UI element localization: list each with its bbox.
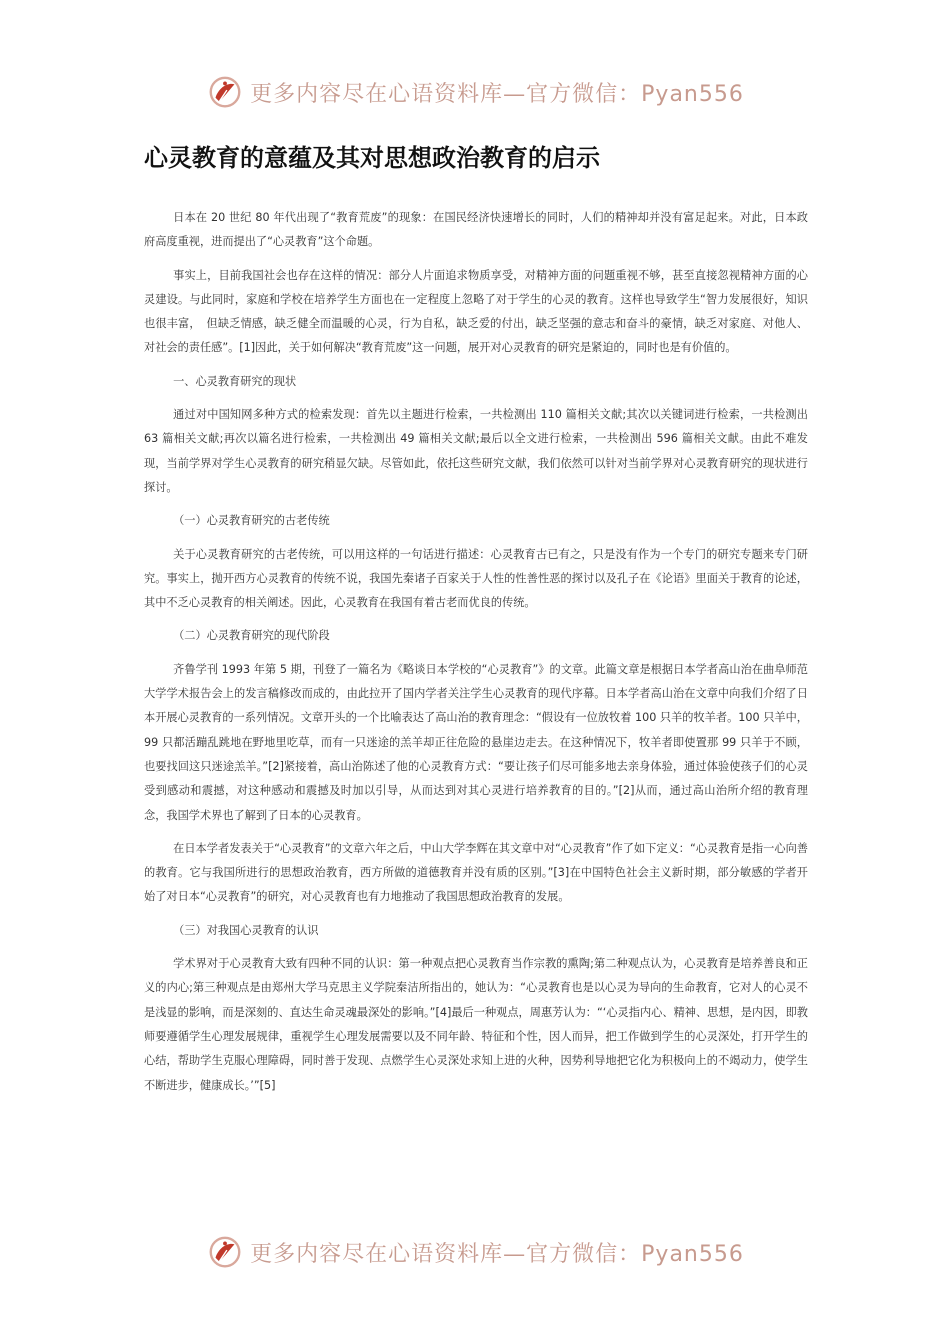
paragraph: 齐鲁学刊 1993 年第 5 期，刊登了一篇名为《略谈日本学校的“心灵教育”》的文章。此篇文章是根据日本学者高山治在曲阜师范大学学术报告会上的发言稿修改而成的，由此拉开了国内学者关注学生心灵教育的现代序幕。日本学者高山治在文章中向我们介绍了日本开展心灵教育的一系列情况。文章开头的一个比喻表达了高山治的教育理念：“假设有一位放牧着 100 只羊的牧羊者。100 只羊中，99 只都活蹦乱跳地在野地里吃草，而有一只迷途的羔羊却正往危险的悬崖边走去。在这种情况下，牧羊者即使置那 99 只羊于不顾，也要找回这只迷途羔羊。”[2]紧接着，高山治陈述了他的心灵教育方式：“要让孩子们尽可能多地去亲身体验，通过体验使孩子们的心灵受到感动和震撼，对这种感动和震撼及时加以引导，从而达到对其心灵进行培养教育的目的。”[2]从而，通过高山治所介绍的教育理念，我国学术界也了解到了日本的心灵教育。 [144, 662, 808, 822]
paragraph: 事实上，目前我国社会也存在这样的情况：部分人片面追求物质享受，对精神方面的问题重视不够，甚至直接忽视精神方面的心灵建设。与此同时，家庭和学校在培养学生方面也在一定程度上忽略了对于学生的心灵的教育。这样也导致学生“智力发展很好，知识也很丰富， 但缺乏情感，缺乏健全而温暖的心灵，行为自私，缺乏爱的付出，缺乏坚强的意志和奋斗的豪情，缺乏对家庭、对他人、对社会的责任感”。[1]因此，关于如何解决“教育荒废”这一问题，展开对心灵教育的研究是紧迫的，同时也是有价值的。 [144, 268, 808, 355]
brand-logo-icon [206, 1233, 244, 1271]
subsection-heading: （一）心灵教育研究的古老传统 [173, 514, 330, 528]
paragraph: 关于心灵教育研究的古老传统，可以用这样的一句话进行描述：心灵教育古已有之，只是没有作为一个专门的研究专题来专门研究。事实上，抛开西方心灵教育的传统不说，我国先秦诸子百家关于人性的性善性恶的探讨以及孔子在《论语》里面关于教育的论述，其中不乏心灵教育的相关阐述。因此，心灵教育在我国有着古老而优良的传统。 [144, 547, 808, 610]
section-heading: 一、心灵教育研究的现状 [173, 374, 297, 388]
header-banner [0, 70, 950, 114]
article-body [144, 206, 808, 1107]
paragraph: 学术界对于心灵教育大致有四种不同的认识：第一种观点把心灵教育当作宗教的熏陶;第二种观点认为，心灵教育是培养善良和正义的内心;第三种观点是由郑州大学马克思主义学院秦洁所指出的，她认为：“心灵教育也是以心灵为导向的生命教育，它对人的心灵不是浅显的影响，而是深刻的、直达生命灵魂最深处的影响。”[4]最后一种观点，周惠芳认为：“‘心灵指内心、精神、思想，是内因，即教师要遵循学生心理发展规律，重视学生心理发展需要以及不同年龄、特征和个性，因人而异，把工作做到学生的心灵深处，打开学生的心结，帮助学生克服心理障碍，同时善于发现、点燃学生心灵深处求知上进的火种，因势利导地把它化为积极向上的不竭动力，使学生不断进步，健康成长。’”[5] [144, 957, 808, 1092]
banner-text: 更多内容尽在心语资料库—官方微信：Pyan556 [250, 1241, 744, 1267]
brand-logo-icon [206, 73, 244, 111]
paragraph: 在日本学者发表关于“心灵教育”的文章六年之后，中山大学李辉在其文章中对“心灵教育”作了如下定义：“心灵教育是指一心向善的教育。它与我国所进行的思想政治教育，西方所做的道德教育并没有质的区别。”[3]在中国特色社会主义新时期，部分敏感的学者开始了对日本“心灵教育”的研究，对心灵教育也有力地推动了我国思想政治教育的发展。 [144, 841, 808, 904]
subsection-heading: （三）对我国心灵教育的认识 [173, 923, 319, 937]
subsection-heading: （二）心灵教育研究的现代阶段 [173, 629, 330, 643]
paragraph: 日本在 20 世纪 80 年代出现了“教育荒废”的现象：在国民经济快速增长的同时，人们的精神却并没有富足起来。对此，日本政府高度重视，进而提出了“心灵教育”这个命题。 [144, 211, 808, 249]
wechat-id: Pyan556 [641, 81, 744, 107]
footer-banner [0, 1230, 950, 1274]
paragraph: 通过对中国知网多种方式的检索发现：首先以主题进行检索，一共检测出 110 篇相关文献;其次以关键词进行检索，一共检测出 63 篇相关文献;再次以篇名进行检索，一共检测出 49 篇相关文献;最后以全文进行检索，一共检测出 596 篇相关文献。由此不难发现，当前学界对学生心灵教育的研究稍显欠缺。尽管如此，依托这些研究文献，我们依然可以针对当前学界对心灵教育研究的现状进行探讨。 [144, 408, 808, 494]
wechat-id: Pyan556 [641, 1241, 744, 1267]
banner-text: 更多内容尽在心语资料库—官方微信：Pyan556 [250, 81, 744, 107]
page-title: 心灵教育的意蕴及其对思想政治教育的启示 [144, 144, 600, 172]
